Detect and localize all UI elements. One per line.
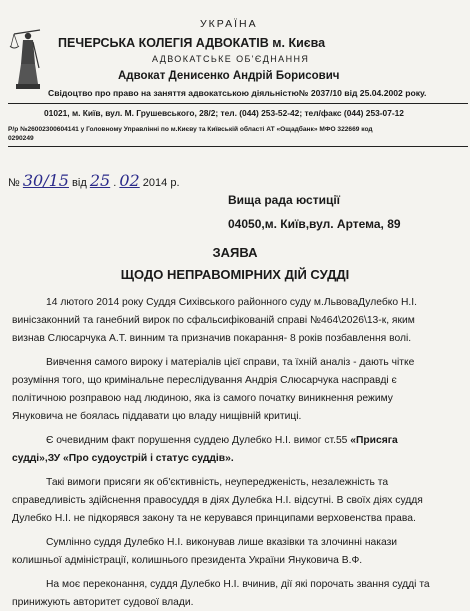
bank-details-line-1: Р/р №26002300604141 у Головному Управлінні по м.Києву та Київській області АТ «Ощадбанк» МФО 322669 код (8, 126, 373, 133)
body-line: судді»,ЗУ «Про судоустрій і статус суддів». (12, 453, 234, 464)
body-line: Дулебко Н.І. не підкорявся закону та не керувався принципами верховенства права. (12, 513, 416, 524)
outgoing-reference: № 30/15 від 25 . 02 2014 р. (8, 171, 180, 190)
outgoing-from-label: від (72, 177, 87, 189)
college-name: ПЕЧЕРСЬКА КОЛЕГІЯ АДВОКАТІВ м. Києва (58, 36, 326, 50)
body-line: політичною розправою над людиною, яка із самого початку виникнення режиму (12, 393, 393, 404)
outgoing-year: 2014 р. (142, 177, 180, 189)
document-title: ЗАЯВА (212, 245, 258, 260)
outgoing-number-prefix: № (8, 177, 20, 189)
body-line: Вивчення самого вироку і матеріалів цієї справи, та їхній аналіз - дають чітке (46, 357, 415, 368)
outgoing-number: 30/15 (22, 171, 69, 190)
outgoing-day: 25 (89, 171, 111, 190)
country-name: УКРАЇНА (200, 18, 258, 30)
body-line: 14 лютого 2014 року Суддя Сихівського районного суду м.ЛьвоваДулебко Н.І. (46, 297, 417, 308)
outgoing-month: 02 (119, 171, 140, 190)
recipient-address: 04050,м. Київ,вул. Артема, 89 (228, 217, 401, 231)
body-line: справедливість здійснення правосуддя в діях Дулебка Н.І. відсутні. В своїх діях суддя (12, 495, 423, 506)
body-line: Януковича не боялась піддавати цю владу нищівній критиці. (12, 411, 302, 422)
bank-details-line-2: 0290249 (8, 135, 34, 142)
contact-address: 01021, м. Київ, вул. М. Грушевського, 28/2; тел. (044) 253-52-42; тел/факс (044) 253-07-12 (44, 108, 404, 118)
body-line: визнав Слюсарчука А.Т. винним та призначив покарання- 8 років позбавлення волі. (12, 333, 412, 344)
body-line: принижують авторитет судової влади. (12, 597, 194, 608)
body-line: розуміння того, що кримінальне переслідування Андрія Слюсарчука насправді є (12, 375, 397, 386)
association-name: АДВОКАТСЬКЕ ОБ'ЄДНАННЯ (152, 54, 310, 64)
advocate-name: Адвокат Денисенко Андрій Борисович (118, 70, 340, 82)
body-line: На моє переконання, суддя Дулебко Н.І. вчинив, дії які порочать звання судді та (46, 579, 430, 590)
justice-statue-icon (8, 20, 46, 92)
header-divider (8, 103, 468, 104)
document-subtitle: ЩОДО НЕПРАВОМІРНИХ ДІЙ СУДДІ (120, 267, 350, 282)
certificate-line: Свідоцтво про право на заняття адвокатською діяльністю№ 2037/10 від 25.04.2002 року. (48, 88, 427, 98)
body-line: винісзаконний та ганебний вирок по сфальсифікованій справі №464\2026\13-к, яким (12, 315, 415, 326)
body-line: колишньої адміністрації, колишнього президента України Януковича В.Ф. (12, 555, 363, 566)
body-line: Такі вимоги присяги як об'єктивність, неупередженість, незалежність та (46, 477, 389, 488)
body-line: Є очевидним факт порушення суддею Дулебко Н.І. вимог ст.55 «Присяга (46, 435, 398, 446)
bank-divider (8, 146, 468, 147)
recipient-name: Вища рада юстиції (228, 193, 341, 207)
body-line: Сумлінно суддя Дулебко Н.І. виконував лише вказівки та злочинні накази (46, 537, 398, 548)
